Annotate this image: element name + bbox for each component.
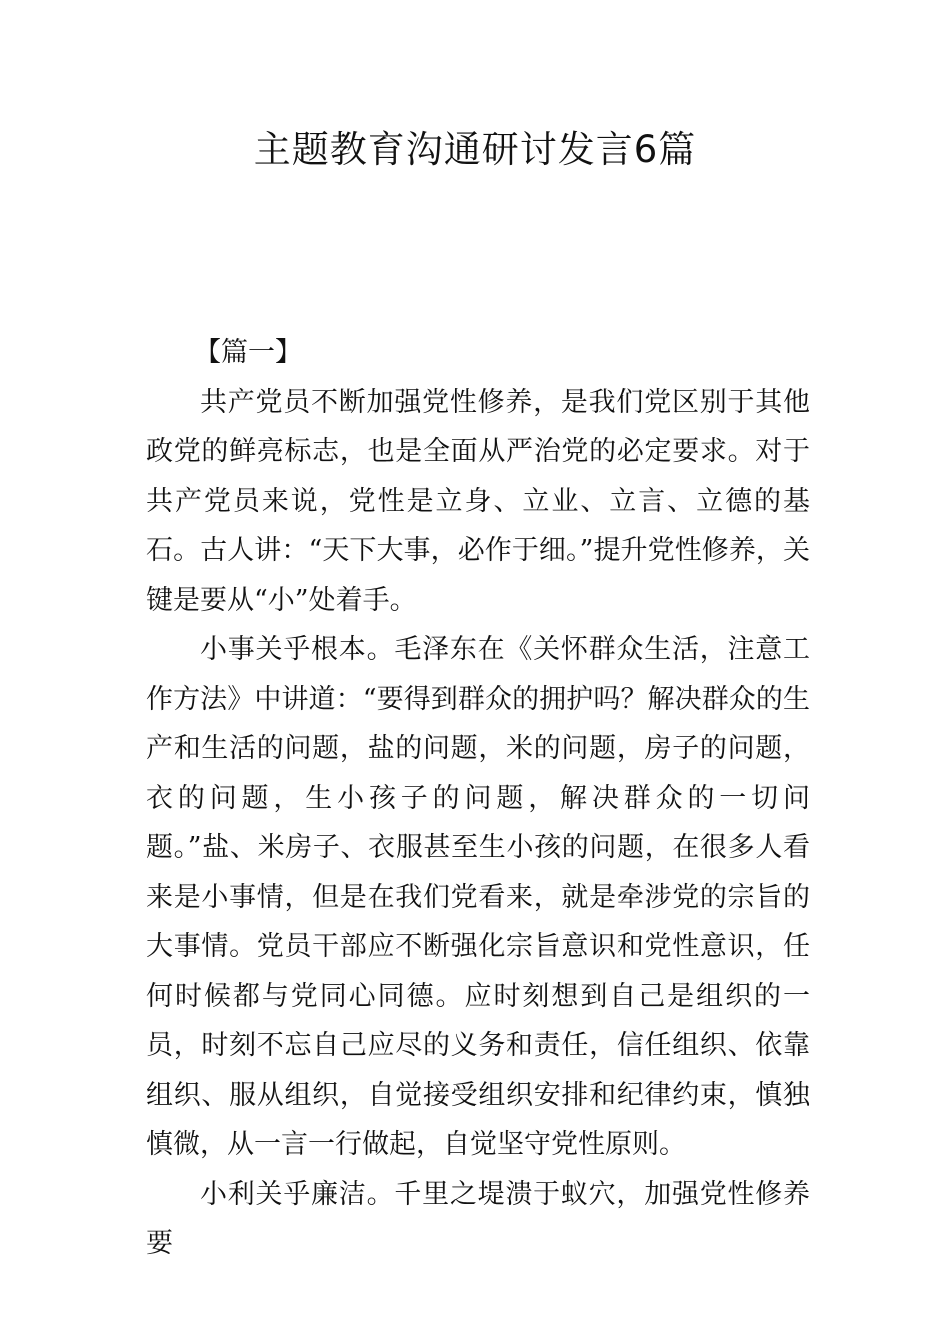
section-heading: 【篇一】	[194, 337, 302, 368]
document-body	[146, 328, 810, 1269]
paragraph-3: 小利关乎廉洁。千里之堤溃于蚁穴，加强党性修养要	[146, 1178, 810, 1259]
paragraph-2: 小事关乎根本。毛泽东在《关怀群众生活，注意工作方法》中讲道：“要得到群众的拥护吗？解决群众的生产和生活的问题，盐的问题，米的问题，房子的问题，衣的问题，生小孩子的问题，解决群众的一切问题。”盐、米房子、衣服甚至生小孩的问题，在很多人看来是小事情，但是在我们党看来，就是牵涉党的宗旨的大事情。党员干部应不断强化宗旨意识和党性意识，任何时候都与党同心同德。应时刻想到自己是组织的一员，时刻不忘自己应尽的义务和责任，信任组织、依靠组织、服从组织，自觉接受组织安排和纪律约束，慎独慎微，从一言一行做起，自觉坚守党性原则。	[146, 634, 810, 1160]
paragraph-1: 共产党员不断加强党性修养，是我们党区别于其他政党的鲜亮标志，也是全面从严治党的必定要求。对于共产党员来说，党性是立身、立业、立言、立德的基石。古人讲：“天下大事，必作于细。”提升党性修养，关键是要从“小”处着手。	[146, 386, 810, 616]
document-title: 主题教育沟通研讨发言6篇	[253, 128, 697, 171]
